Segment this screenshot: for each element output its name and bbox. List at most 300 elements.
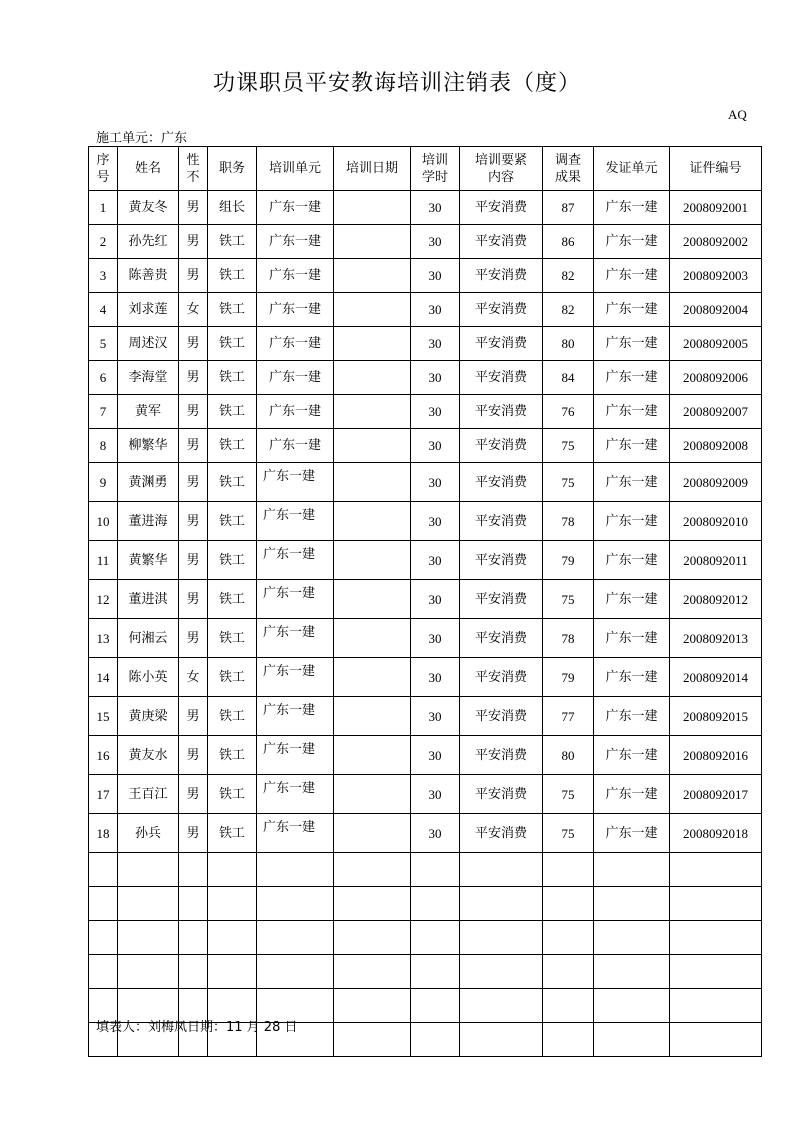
cell-training-unit: 广东一建 [257, 293, 334, 327]
empty-table-row [89, 887, 762, 921]
empty-cell [460, 989, 543, 1023]
empty-table-row [89, 853, 762, 887]
table-row [89, 541, 762, 580]
cell-content: 平安消费 [460, 658, 543, 697]
cell-content: 平安消费 [460, 775, 543, 814]
cell-content: 平安消费 [460, 541, 543, 580]
header-hours-line1: 培训 [421, 152, 448, 168]
cell-score: 75 [543, 580, 594, 619]
cell-name: 黄友冬 [118, 191, 179, 225]
empty-cell [334, 1023, 411, 1057]
cell-issuer: 广东一建 [594, 361, 670, 395]
cell-cert-number: 2008092004 [670, 293, 762, 327]
cell-gender: 女 [179, 293, 208, 327]
cell-score: 82 [543, 293, 594, 327]
cell-gender: 男 [179, 541, 208, 580]
header-training-unit: 培训单元 [257, 147, 334, 191]
empty-cell [334, 955, 411, 989]
empty-cell [334, 887, 411, 921]
table-row [89, 293, 762, 327]
empty-cell [543, 853, 594, 887]
cell-issuer: 广东一建 [594, 293, 670, 327]
cell-training-unit: 广东一建 [257, 191, 334, 225]
cell-name: 黄军 [118, 395, 179, 429]
empty-cell [179, 955, 208, 989]
cell-training-date [334, 736, 411, 775]
cell-name: 陈善贵 [118, 259, 179, 293]
cell-content: 平安消费 [460, 429, 543, 463]
cell-content: 平安消费 [460, 814, 543, 853]
cell-content: 平安消费 [460, 327, 543, 361]
cell-gender: 男 [179, 191, 208, 225]
cell-role: 铁工 [208, 463, 257, 502]
cell-role: 铁工 [208, 541, 257, 580]
empty-cell [594, 1023, 670, 1057]
empty-cell [411, 853, 460, 887]
cell-issuer: 广东一建 [594, 814, 670, 853]
cell-training-date [334, 658, 411, 697]
cell-role: 铁工 [208, 697, 257, 736]
cell-seq: 4 [89, 293, 118, 327]
cell-score: 84 [543, 361, 594, 395]
empty-cell [594, 887, 670, 921]
cell-hours: 30 [411, 225, 460, 259]
cell-cert-number: 2008092013 [670, 619, 762, 658]
cell-seq: 11 [89, 541, 118, 580]
empty-cell [594, 853, 670, 887]
empty-cell [594, 989, 670, 1023]
cell-cert-number: 2008092018 [670, 814, 762, 853]
cell-seq: 1 [89, 191, 118, 225]
table-row [89, 259, 762, 293]
cell-training-date [334, 191, 411, 225]
empty-cell [118, 887, 179, 921]
cell-issuer: 广东一建 [594, 658, 670, 697]
table-row [89, 361, 762, 395]
cell-training-unit: 广东一建 [257, 395, 334, 429]
cell-cert-number: 2008092011 [670, 541, 762, 580]
cell-seq: 8 [89, 429, 118, 463]
cell-hours: 30 [411, 541, 460, 580]
cell-hours: 30 [411, 191, 460, 225]
cell-hours: 30 [411, 580, 460, 619]
cell-content: 平安消费 [460, 361, 543, 395]
empty-cell [208, 921, 257, 955]
header-score-line1: 调查 [554, 152, 581, 168]
empty-cell [543, 1023, 594, 1057]
empty-cell [257, 921, 334, 955]
cell-issuer: 广东一建 [594, 191, 670, 225]
cell-gender: 男 [179, 225, 208, 259]
table-row [89, 327, 762, 361]
cell-gender: 男 [179, 463, 208, 502]
cell-issuer: 广东一建 [594, 580, 670, 619]
header-content-line2: 内容 [487, 169, 514, 185]
empty-cell [89, 955, 118, 989]
empty-table-row [89, 921, 762, 955]
cell-score: 80 [543, 327, 594, 361]
cell-training-unit: 广东一建 [257, 775, 334, 814]
cell-gender: 男 [179, 736, 208, 775]
header-gender [179, 147, 208, 191]
cell-cert-number: 2008092015 [670, 697, 762, 736]
table-row [89, 775, 762, 814]
empty-cell [670, 1023, 762, 1057]
empty-cell [89, 887, 118, 921]
table-row [89, 429, 762, 463]
cell-training-unit: 广东一建 [257, 259, 334, 293]
cell-score: 75 [543, 775, 594, 814]
cell-content: 平安消费 [460, 463, 543, 502]
cell-name: 黄繁华 [118, 541, 179, 580]
empty-cell [543, 989, 594, 1023]
cell-role: 铁工 [208, 429, 257, 463]
cell-cert-number: 2008092003 [670, 259, 762, 293]
cell-cert-number: 2008092006 [670, 361, 762, 395]
cell-cert-number: 2008092010 [670, 502, 762, 541]
cell-gender: 男 [179, 259, 208, 293]
cell-content: 平安消费 [460, 502, 543, 541]
cell-training-date [334, 619, 411, 658]
cell-role: 铁工 [208, 225, 257, 259]
cell-issuer: 广东一建 [594, 463, 670, 502]
cell-training-unit: 广东一建 [257, 658, 334, 697]
header-score-line2: 成果 [554, 169, 581, 185]
cell-cert-number: 2008092014 [670, 658, 762, 697]
cell-training-date [334, 463, 411, 502]
cell-training-date [334, 541, 411, 580]
header-hours [411, 147, 460, 191]
cell-issuer: 广东一建 [594, 259, 670, 293]
cell-seq: 18 [89, 814, 118, 853]
cell-role: 铁工 [208, 736, 257, 775]
training-roster-table [88, 146, 762, 1057]
empty-cell [670, 853, 762, 887]
cell-cert-number: 2008092007 [670, 395, 762, 429]
cell-cert-number: 2008092017 [670, 775, 762, 814]
cell-seq: 9 [89, 463, 118, 502]
cell-training-date [334, 395, 411, 429]
empty-cell [670, 989, 762, 1023]
cell-hours: 30 [411, 327, 460, 361]
cell-cert-number: 2008092012 [670, 580, 762, 619]
cell-training-date [334, 361, 411, 395]
cell-content: 平安消费 [460, 619, 543, 658]
cell-issuer: 广东一建 [594, 697, 670, 736]
empty-cell [670, 887, 762, 921]
cell-training-date [334, 697, 411, 736]
cell-training-date [334, 502, 411, 541]
header-seq [89, 147, 118, 191]
empty-cell [334, 921, 411, 955]
cell-score: 75 [543, 429, 594, 463]
construction-unit-label: 施工单元：广东 [96, 131, 188, 146]
cell-training-unit: 广东一建 [257, 580, 334, 619]
cell-score: 80 [543, 736, 594, 775]
cell-training-unit: 广东一建 [257, 327, 334, 361]
cell-training-unit: 广东一建 [257, 814, 334, 853]
header-content-line1: 培训要紧 [474, 152, 527, 168]
header-role: 职务 [208, 147, 257, 191]
cell-content: 平安消费 [460, 293, 543, 327]
cell-hours: 30 [411, 736, 460, 775]
empty-cell [543, 955, 594, 989]
header-gender-line2: 不 [186, 169, 200, 185]
empty-cell [334, 989, 411, 1023]
cell-gender: 男 [179, 327, 208, 361]
cell-name: 黄友水 [118, 736, 179, 775]
header-issuer: 发证单元 [594, 147, 670, 191]
empty-cell [594, 955, 670, 989]
header-training-date: 培训日期 [334, 147, 411, 191]
empty-cell [118, 921, 179, 955]
cell-name: 陈小英 [118, 658, 179, 697]
cell-name: 董进淇 [118, 580, 179, 619]
cell-seq: 10 [89, 502, 118, 541]
document-code: AQ [728, 107, 747, 122]
table-row [89, 658, 762, 697]
cell-training-unit: 广东一建 [257, 361, 334, 395]
cell-name: 孙兵 [118, 814, 179, 853]
cell-name: 周述汉 [118, 327, 179, 361]
empty-cell [179, 887, 208, 921]
cell-cert-number: 2008092002 [670, 225, 762, 259]
cell-issuer: 广东一建 [594, 541, 670, 580]
cell-training-date [334, 293, 411, 327]
cell-hours: 30 [411, 619, 460, 658]
cell-score: 76 [543, 395, 594, 429]
cell-training-unit: 广东一建 [257, 541, 334, 580]
empty-cell [89, 921, 118, 955]
table-row [89, 463, 762, 502]
cell-score: 86 [543, 225, 594, 259]
cell-seq: 14 [89, 658, 118, 697]
cell-training-unit: 广东一建 [257, 225, 334, 259]
cell-role: 铁工 [208, 619, 257, 658]
cell-training-unit: 广东一建 [257, 697, 334, 736]
cell-content: 平安消费 [460, 736, 543, 775]
cell-hours: 30 [411, 429, 460, 463]
cell-seq: 5 [89, 327, 118, 361]
cell-gender: 男 [179, 697, 208, 736]
empty-cell [208, 955, 257, 989]
table-row [89, 697, 762, 736]
cell-name: 李海堂 [118, 361, 179, 395]
cell-role: 铁工 [208, 814, 257, 853]
cell-score: 79 [543, 658, 594, 697]
empty-cell [257, 955, 334, 989]
cell-gender: 男 [179, 429, 208, 463]
page-title: 功课职员平安教诲培训注销表（度） [212, 71, 581, 96]
table-row [89, 395, 762, 429]
cell-cert-number: 2008092001 [670, 191, 762, 225]
cell-training-unit: 广东一建 [257, 736, 334, 775]
cell-issuer: 广东一建 [594, 429, 670, 463]
form-footer: 填表人：刘梅凤日期：11 月 28 日 [96, 1020, 298, 1035]
cell-name: 柳繁华 [118, 429, 179, 463]
cell-hours: 30 [411, 463, 460, 502]
empty-cell [460, 1023, 543, 1057]
cell-training-date [334, 814, 411, 853]
cell-name: 黄庚梁 [118, 697, 179, 736]
cell-seq: 3 [89, 259, 118, 293]
empty-cell [411, 989, 460, 1023]
empty-cell [411, 887, 460, 921]
empty-cell [334, 853, 411, 887]
cell-seq: 12 [89, 580, 118, 619]
cell-name: 董进海 [118, 502, 179, 541]
cell-content: 平安消费 [460, 191, 543, 225]
cell-seq: 17 [89, 775, 118, 814]
empty-cell [257, 887, 334, 921]
cell-role: 铁工 [208, 502, 257, 541]
empty-cell [670, 955, 762, 989]
table-row [89, 502, 762, 541]
empty-cell [208, 853, 257, 887]
cell-issuer: 广东一建 [594, 327, 670, 361]
empty-cell [411, 921, 460, 955]
cell-score: 79 [543, 541, 594, 580]
cell-gender: 男 [179, 395, 208, 429]
cell-score: 77 [543, 697, 594, 736]
cell-role: 铁工 [208, 361, 257, 395]
cell-content: 平安消费 [460, 225, 543, 259]
cell-name: 何湘云 [118, 619, 179, 658]
cell-name: 黄渊勇 [118, 463, 179, 502]
cell-role: 铁工 [208, 327, 257, 361]
header-gender-line1: 性 [186, 152, 200, 168]
empty-cell [543, 887, 594, 921]
cell-hours: 30 [411, 293, 460, 327]
empty-cell [179, 921, 208, 955]
cell-training-date [334, 429, 411, 463]
header-hours-line2: 学时 [421, 169, 448, 185]
cell-gender: 男 [179, 619, 208, 658]
cell-seq: 6 [89, 361, 118, 395]
cell-training-unit: 广东一建 [257, 502, 334, 541]
cell-role: 铁工 [208, 293, 257, 327]
empty-cell [118, 955, 179, 989]
cell-cert-number: 2008092008 [670, 429, 762, 463]
cell-issuer: 广东一建 [594, 775, 670, 814]
cell-seq: 16 [89, 736, 118, 775]
cell-training-date [334, 327, 411, 361]
cell-cert-number: 2008092005 [670, 327, 762, 361]
cell-training-date [334, 580, 411, 619]
empty-cell [257, 853, 334, 887]
cell-issuer: 广东一建 [594, 619, 670, 658]
cell-training-unit: 广东一建 [257, 463, 334, 502]
cell-score: 78 [543, 502, 594, 541]
cell-gender: 男 [179, 502, 208, 541]
empty-cell [411, 1023, 460, 1057]
empty-table-row [89, 955, 762, 989]
cell-role: 铁工 [208, 259, 257, 293]
cell-score: 87 [543, 191, 594, 225]
table-row [89, 619, 762, 658]
cell-issuer: 广东一建 [594, 225, 670, 259]
table-row [89, 580, 762, 619]
empty-cell [670, 921, 762, 955]
cell-score: 78 [543, 619, 594, 658]
header-cert-number: 证件编号 [670, 147, 762, 191]
cell-role: 铁工 [208, 658, 257, 697]
empty-cell [411, 955, 460, 989]
cell-training-date [334, 259, 411, 293]
cell-score: 82 [543, 259, 594, 293]
empty-cell [118, 853, 179, 887]
empty-cell [460, 921, 543, 955]
empty-cell [208, 887, 257, 921]
cell-hours: 30 [411, 259, 460, 293]
cell-issuer: 广东一建 [594, 736, 670, 775]
cell-hours: 30 [411, 658, 460, 697]
cell-seq: 7 [89, 395, 118, 429]
header-score [543, 147, 594, 191]
empty-cell [543, 921, 594, 955]
table-row [89, 225, 762, 259]
cell-score: 75 [543, 463, 594, 502]
cell-hours: 30 [411, 697, 460, 736]
cell-hours: 30 [411, 361, 460, 395]
table-body [89, 191, 762, 1057]
empty-cell [460, 853, 543, 887]
cell-seq: 2 [89, 225, 118, 259]
cell-gender: 男 [179, 814, 208, 853]
cell-seq: 15 [89, 697, 118, 736]
cell-name: 孙先红 [118, 225, 179, 259]
cell-gender: 男 [179, 775, 208, 814]
empty-cell [460, 887, 543, 921]
cell-training-unit: 广东一建 [257, 429, 334, 463]
cell-score: 75 [543, 814, 594, 853]
cell-content: 平安消费 [460, 580, 543, 619]
cell-cert-number: 2008092016 [670, 736, 762, 775]
cell-role: 组长 [208, 191, 257, 225]
cell-role: 铁工 [208, 775, 257, 814]
empty-cell [594, 921, 670, 955]
cell-training-date [334, 225, 411, 259]
empty-cell [460, 955, 543, 989]
cell-seq: 13 [89, 619, 118, 658]
header-seq-line2: 号 [96, 169, 110, 185]
cell-issuer: 广东一建 [594, 502, 670, 541]
cell-training-unit: 广东一建 [257, 619, 334, 658]
cell-hours: 30 [411, 502, 460, 541]
cell-role: 铁工 [208, 395, 257, 429]
table-row [89, 736, 762, 775]
cell-hours: 30 [411, 775, 460, 814]
cell-issuer: 广东一建 [594, 395, 670, 429]
header-name: 姓名 [118, 147, 179, 191]
cell-gender: 男 [179, 580, 208, 619]
cell-name: 王百江 [118, 775, 179, 814]
cell-content: 平安消费 [460, 259, 543, 293]
cell-hours: 30 [411, 395, 460, 429]
empty-cell [89, 853, 118, 887]
cell-hours: 30 [411, 814, 460, 853]
header-seq-line1: 序 [96, 152, 110, 168]
table-row [89, 814, 762, 853]
header-content [460, 147, 543, 191]
cell-cert-number: 2008092009 [670, 463, 762, 502]
cell-training-date [334, 775, 411, 814]
empty-cell [179, 853, 208, 887]
table-row [89, 191, 762, 225]
table-header-row [89, 147, 762, 191]
cell-content: 平安消费 [460, 395, 543, 429]
cell-gender: 男 [179, 361, 208, 395]
